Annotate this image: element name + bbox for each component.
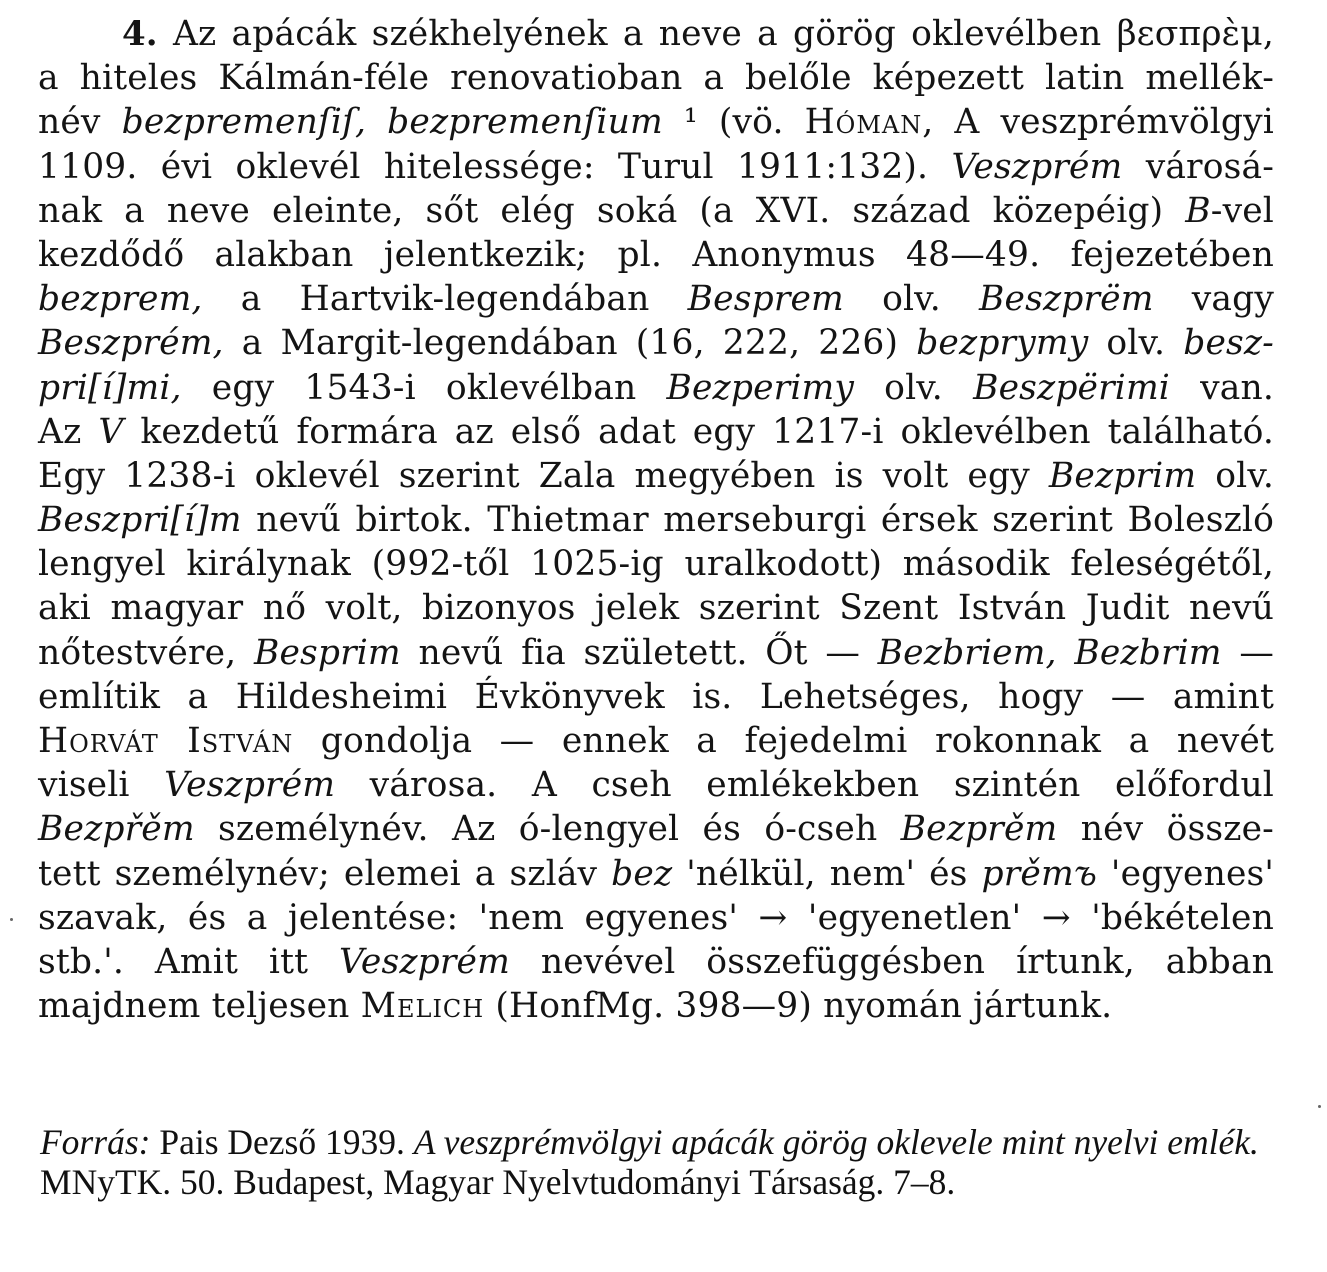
text-run: kezdődő alakban jelentkezik; pl. Anonymus 48—49. fejezetében xyxy=(38,234,1274,275)
source-citation xyxy=(40,1122,1280,1202)
text-run: stb.'. Amit itt xyxy=(38,941,339,982)
article-line xyxy=(38,542,1274,586)
article-line xyxy=(38,233,1274,277)
article-line xyxy=(38,366,1274,410)
italic-phrase: Bezperimy xyxy=(666,367,855,408)
text-run: szavak, és a jelentése: 'nem egyenes' → 'egyenetlen' → 'békételen xyxy=(38,897,1274,938)
italic-phrase: Bezprěm xyxy=(900,809,1058,850)
article-line xyxy=(38,896,1274,940)
italic-phrase: Besprim xyxy=(253,632,401,673)
italic-phrase: bezpremenſiſ, bezpremenſium xyxy=(121,102,663,143)
text-run: nevű birtok. Thietmar merseburgi érsek szerint Boleszló xyxy=(241,500,1274,541)
source-author-year: Pais Dezső 1939. xyxy=(150,1122,414,1162)
article-line xyxy=(38,719,1274,763)
article-line xyxy=(38,12,1274,56)
article-line xyxy=(38,189,1274,233)
text-run: 'nélkül, nem' és xyxy=(672,853,982,894)
text-run: olv. xyxy=(854,367,974,408)
text-run: név xyxy=(38,102,122,143)
author-name: Horvát István xyxy=(38,721,294,761)
scan-speck xyxy=(10,918,13,921)
italic-phrase: Veszprém xyxy=(951,146,1123,187)
text-run: ¹ (vö. xyxy=(662,102,805,143)
italic-phrase: pri[í]mi, xyxy=(38,367,182,408)
text-run: a Hartvik-legendában xyxy=(202,279,688,320)
italic-phrase: V xyxy=(98,411,124,452)
italic-phrase: Veszprém xyxy=(164,765,336,806)
source-publication: MNyTK. 50. Budapest, Magyar Nyelvtudományi Társaság. 7–8. xyxy=(40,1162,956,1202)
text-run: viseli xyxy=(38,765,165,806)
text-run: nőtestvére, xyxy=(38,632,254,673)
text-run: lengyel királynak (992-től 1025-ig uralkodott) második feleségétől, xyxy=(38,544,1274,585)
article-line xyxy=(38,321,1274,365)
italic-phrase: bez xyxy=(611,853,673,894)
text-run: tett személynév; elemei a szláv xyxy=(38,853,612,894)
text-run: gondolja — ennek a fejedelmi rokonnak a nevét xyxy=(293,721,1274,761)
text-run: majdnem teljesen xyxy=(38,986,361,1027)
text-run: nevű fia született. Őt — xyxy=(400,632,878,673)
article-line xyxy=(38,56,1274,100)
article-line xyxy=(38,498,1274,542)
text-run: Az apácák székhelyének a neve a görög oklevélben βεσπρὲμ, xyxy=(157,14,1274,54)
text-run: név össze- xyxy=(1057,809,1274,850)
author-name: Hóman xyxy=(804,102,923,143)
text-run: — xyxy=(1221,632,1274,673)
source-title: A veszprémvölgyi apácák görög oklevele mint nyelvi emlék. xyxy=(413,1122,1259,1162)
text-run: -vel xyxy=(1210,190,1274,231)
article-line xyxy=(38,145,1274,189)
section-number: 4. xyxy=(122,14,158,54)
article-line xyxy=(38,631,1274,675)
text-run: olv. xyxy=(1088,323,1184,364)
article-line xyxy=(38,586,1274,630)
text-run: Egy 1238-i oklevél szerint Zala megyében is volt egy xyxy=(38,455,1049,496)
italic-phrase: bezprem, xyxy=(38,279,203,320)
article-line xyxy=(38,763,1274,807)
italic-phrase: Besprem xyxy=(687,279,844,320)
article-line xyxy=(38,100,1274,144)
text-run: egy 1543-i oklevélban xyxy=(181,367,667,408)
italic-phrase: bezprymy xyxy=(916,323,1089,364)
italic-phrase: Bezpřěm xyxy=(38,809,195,850)
italic-phrase: B xyxy=(1185,190,1211,231)
italic-phrase: Beszprëm xyxy=(979,279,1154,320)
italic-phrase: Veszprém xyxy=(339,941,510,982)
author-name: Melich xyxy=(360,986,485,1027)
article-line xyxy=(38,675,1274,719)
italic-phrase: Bezprim xyxy=(1048,455,1197,496)
article-line xyxy=(38,277,1274,321)
text-run: olv. xyxy=(843,279,980,320)
text-run: a Margit-legendában (16, 222, 226) xyxy=(223,323,917,364)
italic-phrase: Bezbriem, Bezbrim xyxy=(877,632,1222,673)
text-run: városa. A cseh emlékekben szintén előfordul xyxy=(335,765,1274,806)
italic-phrase: besz- xyxy=(1183,323,1274,364)
article-line xyxy=(38,940,1274,984)
text-run: (HonfMg. 398—9) nyomán jártunk. xyxy=(484,986,1113,1027)
text-run: vagy xyxy=(1153,279,1274,320)
text-run: kezdetű formára az első adat egy 1217-i oklevélben található. xyxy=(123,411,1275,452)
text-run: 1109. évi oklevél hitelessége: Turul 1911:132). xyxy=(38,146,952,187)
text-run: aki magyar nő volt, bizonyos jelek szerint Szent István Judit nevű xyxy=(38,588,1274,629)
text-run: említik a Hildesheimi Évkönyvek is. Lehetséges, hogy — amint xyxy=(38,676,1274,717)
italic-phrase: Beszpri[í]m xyxy=(38,500,242,541)
text-run: a hiteles Kálmán-féle renovatioban a belőle képezett latin mellék- xyxy=(38,58,1274,99)
article-line xyxy=(38,807,1274,851)
text-run: van. xyxy=(1170,367,1274,408)
text-run: , A veszprémvölgyi xyxy=(922,102,1274,143)
article-line xyxy=(38,410,1274,454)
article-text xyxy=(38,12,1274,1028)
text-run: 'egyenes' xyxy=(1096,853,1275,894)
italic-phrase: Beszpërimi xyxy=(973,367,1170,408)
scan-speck xyxy=(1318,1105,1321,1108)
source-label: Forrás: xyxy=(40,1122,151,1162)
text-run: nevével összefüggésben írtunk, abban xyxy=(509,941,1274,982)
italic-phrase: Beszprém, xyxy=(38,323,224,364)
article-line xyxy=(38,852,1274,896)
text-run: Az xyxy=(38,411,99,452)
text-run: személynév. Az ó-lengyel és ó-cseh xyxy=(194,809,901,850)
article-line xyxy=(38,984,1274,1028)
article-line xyxy=(38,454,1274,498)
italic-phrase: prěmъ xyxy=(981,853,1097,894)
text-run: városá- xyxy=(1122,146,1274,187)
text-run: olv. xyxy=(1196,455,1274,496)
text-run: nak a neve eleinte, sőt elég soká (a XVI. század közepéig) xyxy=(38,190,1186,231)
